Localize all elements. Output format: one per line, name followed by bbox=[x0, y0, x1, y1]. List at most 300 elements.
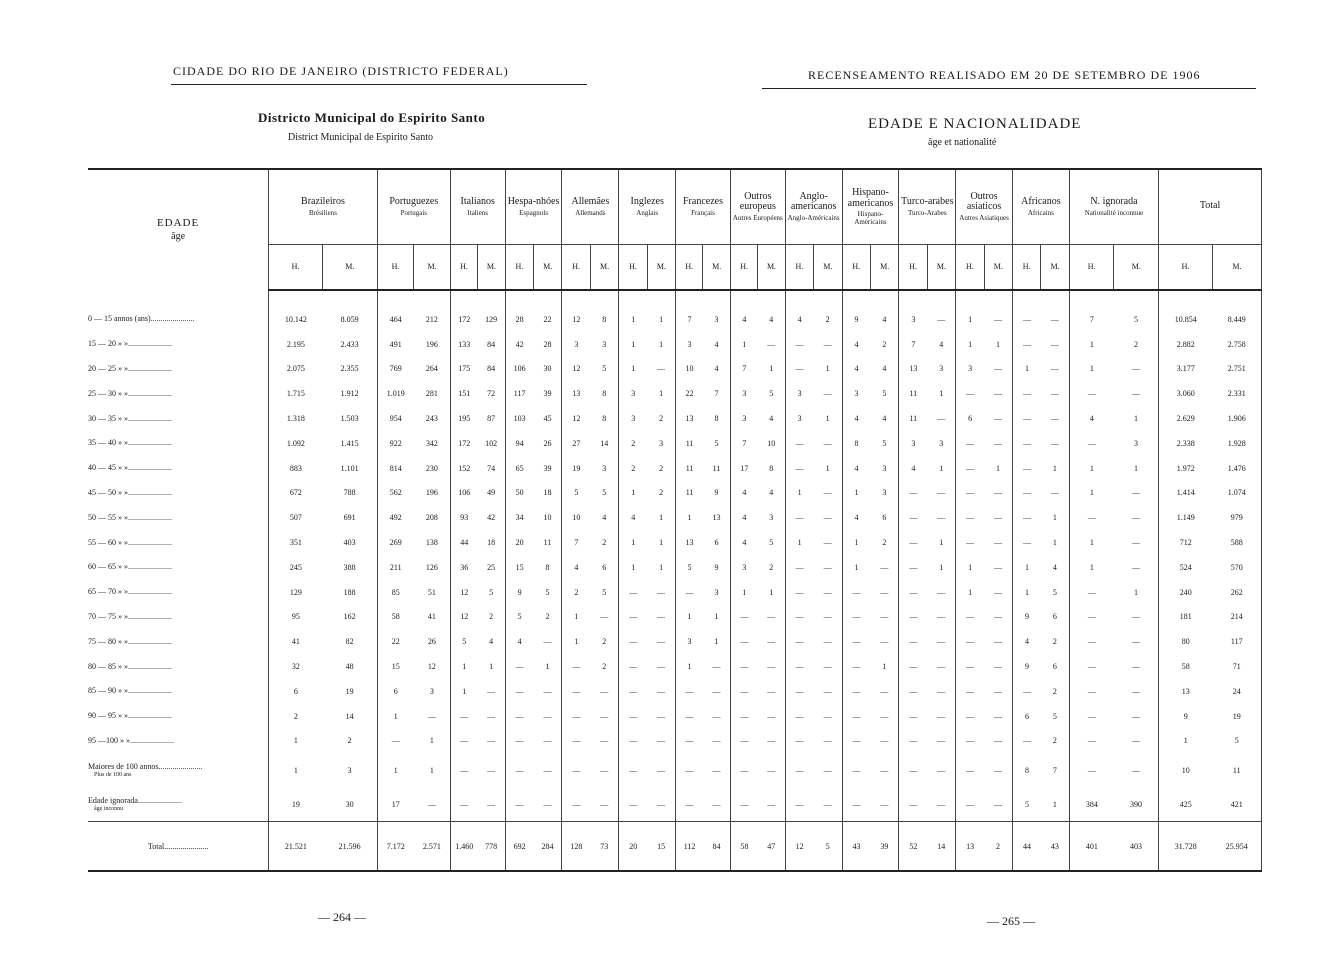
age-group-label bbox=[88, 753, 269, 787]
age-group-fr: âge inconnu bbox=[94, 806, 124, 813]
table-cell: 1 bbox=[647, 307, 675, 332]
age-group-label bbox=[88, 332, 269, 357]
table-cell: — bbox=[460, 736, 469, 746]
table-cell: — bbox=[814, 530, 842, 555]
table-cell: 769 bbox=[389, 364, 402, 374]
table-cell: 1 bbox=[797, 488, 802, 498]
table-cell: 2 bbox=[870, 332, 898, 357]
table-cell: 15 bbox=[647, 822, 675, 872]
table-cell: 12 bbox=[785, 822, 813, 872]
table-cell: 2.355 bbox=[322, 357, 377, 382]
table-cell: 5 bbox=[687, 562, 692, 572]
table-row bbox=[88, 704, 1262, 729]
table-cell: 1 bbox=[462, 686, 467, 696]
table-cell: — bbox=[758, 704, 785, 729]
table-cell: 8 bbox=[1024, 765, 1029, 775]
age-group-label bbox=[88, 381, 269, 406]
men-column-header: H. bbox=[956, 245, 984, 291]
table-cell: — bbox=[795, 736, 804, 746]
table-cell: — bbox=[590, 729, 618, 754]
table-cell: 196 bbox=[414, 332, 451, 357]
women-column-header: M. bbox=[534, 245, 562, 291]
men-column-header: H. bbox=[269, 245, 323, 291]
table-cell: — bbox=[740, 765, 749, 775]
table-cell: 3 bbox=[911, 438, 916, 448]
table-cell: 1 bbox=[393, 711, 398, 721]
table-cell: 1.715 bbox=[286, 389, 305, 399]
men-column-header: H. bbox=[785, 245, 813, 291]
age-group-text: Total bbox=[147, 841, 165, 851]
table-cell: — bbox=[984, 679, 1012, 704]
table-cell: — bbox=[1114, 481, 1159, 506]
age-group-text: 80 — 85 » » bbox=[88, 661, 128, 671]
table-cell: 13 bbox=[572, 389, 581, 399]
nationality-name: Africanos bbox=[1021, 196, 1061, 208]
table-cell: — bbox=[1087, 513, 1096, 523]
table-cell: — bbox=[1041, 357, 1069, 382]
table-cell: 264 bbox=[414, 357, 451, 382]
table-cell: — bbox=[1114, 555, 1159, 580]
table-cell: 1.074 bbox=[1212, 481, 1261, 506]
table-cell: — bbox=[927, 481, 955, 506]
table-cell: — bbox=[814, 753, 842, 787]
men-column-header: H. bbox=[1069, 245, 1114, 291]
table-cell: 22 bbox=[534, 307, 562, 332]
leader-dots: ...................... bbox=[130, 735, 174, 745]
table-cell: 1.912 bbox=[322, 381, 377, 406]
table-cell: 4 bbox=[703, 332, 730, 357]
table-cell: 13 bbox=[685, 538, 694, 548]
table-cell: 1 bbox=[574, 637, 579, 647]
table-cell: 1 bbox=[647, 381, 675, 406]
age-group-text: 60 — 65 » » bbox=[88, 562, 128, 572]
table-cell: 1 bbox=[293, 765, 298, 775]
table-cell: — bbox=[1022, 538, 1031, 548]
table-cell: 8.449 bbox=[1212, 307, 1261, 332]
table-cell: 2 bbox=[1041, 629, 1069, 654]
table-cell: 1 bbox=[758, 357, 785, 382]
table-cell: 403 bbox=[1114, 822, 1159, 872]
table-cell: 4 bbox=[927, 332, 955, 357]
nationality-header bbox=[269, 169, 378, 245]
table-cell: — bbox=[870, 555, 898, 580]
table-cell: 8 bbox=[534, 555, 562, 580]
table-cell: 3 bbox=[742, 389, 747, 399]
age-group-label bbox=[88, 605, 269, 630]
table-row bbox=[88, 332, 1262, 357]
table-cell: 39 bbox=[870, 822, 898, 872]
table-cell: 7 bbox=[742, 438, 747, 448]
table-cell: — bbox=[758, 332, 785, 357]
table-cell: 3 bbox=[797, 414, 802, 424]
table-cell: 1.318 bbox=[286, 414, 305, 424]
table-cell: 4 bbox=[758, 307, 785, 332]
table-cell: — bbox=[703, 753, 730, 787]
table-cell: 12 bbox=[572, 314, 581, 324]
table-cell: — bbox=[966, 438, 975, 448]
table-cell: 2 bbox=[814, 307, 842, 332]
table-cell: 2 bbox=[590, 654, 618, 679]
table-cell: 1 bbox=[968, 314, 973, 324]
table-cell: — bbox=[1087, 736, 1096, 746]
table-cell: — bbox=[1087, 686, 1096, 696]
table-cell: 4 bbox=[574, 562, 579, 572]
men-column-header: H. bbox=[562, 245, 590, 291]
table-cell: 58 bbox=[1181, 662, 1190, 672]
table-cell: 175 bbox=[458, 364, 471, 374]
leader-dots: ...................... bbox=[128, 363, 172, 373]
table-cell: 34 bbox=[515, 513, 524, 523]
age-group-text: 55 — 60 » » bbox=[88, 537, 128, 547]
table-cell: 1 bbox=[854, 538, 859, 548]
table-cell: 1 bbox=[687, 662, 692, 672]
leader-dots: ...................... bbox=[128, 537, 172, 547]
table-cell: 5 bbox=[870, 431, 898, 456]
age-group-label bbox=[88, 456, 269, 481]
table-cell: — bbox=[414, 787, 451, 822]
leader-dots: ...................... bbox=[128, 339, 172, 349]
table-cell: 814 bbox=[389, 463, 402, 473]
table-cell: — bbox=[1114, 505, 1159, 530]
table-cell: 39 bbox=[534, 456, 562, 481]
nationality-header bbox=[1159, 169, 1262, 245]
table-row bbox=[88, 679, 1262, 704]
table-cell: 39 bbox=[534, 381, 562, 406]
table-cell: — bbox=[590, 704, 618, 729]
table-cell: — bbox=[1041, 431, 1069, 456]
age-header-fr: âge bbox=[171, 230, 186, 242]
table-cell: 4 bbox=[911, 463, 916, 473]
table-cell: — bbox=[758, 629, 785, 654]
table-cell: 1 bbox=[968, 587, 973, 597]
table-cell: — bbox=[927, 406, 955, 431]
section-subtitle: âge et nationalité bbox=[928, 137, 997, 148]
table-cell: — bbox=[909, 562, 918, 572]
table-cell: 102 bbox=[478, 431, 505, 456]
table-cell: — bbox=[795, 765, 804, 775]
table-cell: 14 bbox=[927, 822, 955, 872]
table-cell: 1 bbox=[758, 580, 785, 605]
table-cell: 243 bbox=[414, 406, 451, 431]
table-cell: 712 bbox=[1179, 538, 1192, 548]
table-cell: — bbox=[870, 753, 898, 787]
table-cell: 788 bbox=[322, 481, 377, 506]
table-cell: 2.433 bbox=[322, 332, 377, 357]
table-cell: — bbox=[927, 605, 955, 630]
table-cell: — bbox=[758, 753, 785, 787]
table-cell: — bbox=[572, 662, 581, 672]
table-cell: — bbox=[984, 605, 1012, 630]
table-cell: 32 bbox=[291, 662, 300, 672]
table-cell: 4 bbox=[870, 307, 898, 332]
table-cell: — bbox=[1114, 381, 1159, 406]
age-group-text: 25 — 30 » » bbox=[88, 388, 128, 398]
table-cell: 464 bbox=[389, 314, 402, 324]
table-cell: — bbox=[852, 799, 861, 809]
table-cell: 570 bbox=[1212, 555, 1261, 580]
nationality-header bbox=[676, 169, 731, 245]
table-cell: — bbox=[647, 654, 675, 679]
table-cell: — bbox=[1022, 414, 1031, 424]
table-cell: 401 bbox=[1069, 822, 1114, 872]
table-cell: — bbox=[966, 765, 975, 775]
table-cell: 3 bbox=[742, 414, 747, 424]
table-cell: — bbox=[703, 679, 730, 704]
table-cell: 492 bbox=[389, 513, 402, 523]
table-cell: 26 bbox=[534, 431, 562, 456]
table-cell: 26 bbox=[414, 629, 451, 654]
table-cell: — bbox=[852, 736, 861, 746]
table-cell: 4 bbox=[742, 538, 747, 548]
nationality-name: Outros asiaticos bbox=[966, 190, 1002, 213]
table-cell: — bbox=[909, 711, 918, 721]
table-cell: — bbox=[647, 357, 675, 382]
age-group-text: 85 — 90 » » bbox=[88, 686, 128, 696]
table-cell: 1 bbox=[814, 357, 842, 382]
table-cell: — bbox=[685, 736, 694, 746]
table-cell: 21.521 bbox=[269, 822, 323, 872]
table-cell: 133 bbox=[458, 339, 471, 349]
table-cell: — bbox=[984, 787, 1012, 822]
table-cell: 45 bbox=[534, 406, 562, 431]
table-cell: — bbox=[984, 357, 1012, 382]
nationality-name: Hespa-nhóes bbox=[507, 196, 560, 208]
women-column-header: M. bbox=[1041, 245, 1069, 291]
table-cell: 15 bbox=[391, 662, 400, 672]
table-cell: 103 bbox=[513, 414, 526, 424]
table-cell: — bbox=[1114, 753, 1159, 787]
spacer-row bbox=[88, 290, 1262, 307]
table-cell: 44 bbox=[1012, 822, 1040, 872]
table-cell: — bbox=[534, 629, 562, 654]
women-column-header: M. bbox=[758, 245, 785, 291]
age-group-label bbox=[88, 307, 269, 332]
table-cell: 281 bbox=[414, 381, 451, 406]
age-group-text: 75 — 80 » » bbox=[88, 636, 128, 646]
table-cell: 3 bbox=[647, 431, 675, 456]
table-cell: — bbox=[572, 736, 581, 746]
table-cell: — bbox=[814, 654, 842, 679]
table-cell: 3 bbox=[574, 339, 579, 349]
table-cell: — bbox=[852, 587, 861, 597]
table-cell: 129 bbox=[289, 587, 302, 597]
table-cell: 12 bbox=[460, 587, 469, 597]
table-cell: — bbox=[966, 686, 975, 696]
table-cell: 2.571 bbox=[414, 822, 451, 872]
table-cell: 390 bbox=[1114, 787, 1159, 822]
age-group-text: 65 — 70 » » bbox=[88, 587, 128, 597]
table-cell: 5 bbox=[1041, 704, 1069, 729]
women-column-header: M. bbox=[703, 245, 730, 291]
table-cell: — bbox=[1087, 662, 1096, 672]
nationality-header bbox=[842, 169, 899, 245]
table-cell: 44 bbox=[460, 538, 469, 548]
table-cell: 20 bbox=[619, 822, 647, 872]
table-cell: 31.728 bbox=[1159, 822, 1213, 872]
table-cell: 3 bbox=[854, 389, 859, 399]
table-cell: — bbox=[966, 513, 975, 523]
table-cell: 41 bbox=[414, 605, 451, 630]
nationality-name: Brazileiros bbox=[301, 196, 345, 208]
table-cell: — bbox=[478, 729, 505, 754]
table-cell: 5 bbox=[462, 637, 467, 647]
table-cell: 47 bbox=[758, 822, 785, 872]
page-number-right: — 265 — bbox=[987, 914, 1035, 928]
table-cell: 421 bbox=[1212, 787, 1261, 822]
table-cell: 11 bbox=[685, 488, 694, 498]
table-cell: 1 bbox=[393, 765, 398, 775]
table-cell: 3 bbox=[1114, 431, 1159, 456]
table-cell: 1 bbox=[1089, 364, 1094, 374]
table-cell: 11 bbox=[685, 463, 694, 473]
nationality-name-fr: Allemands bbox=[575, 208, 606, 217]
table-cell: 6 bbox=[870, 505, 898, 530]
table-cell: 4 bbox=[758, 406, 785, 431]
table-cell: 4 bbox=[742, 314, 747, 324]
table-cell: 6 bbox=[293, 686, 298, 696]
table-cell: 17 bbox=[740, 463, 749, 473]
table-cell: 2 bbox=[1041, 679, 1069, 704]
women-column-header: M. bbox=[647, 245, 675, 291]
table-cell: 3 bbox=[911, 314, 916, 324]
table-cell: 8.059 bbox=[322, 307, 377, 332]
table-cell: 5 bbox=[590, 481, 618, 506]
table-cell: 388 bbox=[322, 555, 377, 580]
table-cell: 7 bbox=[687, 314, 692, 324]
table-row bbox=[88, 629, 1262, 654]
nationality-header bbox=[1069, 169, 1158, 245]
table-cell: — bbox=[1022, 736, 1031, 746]
leader-dots: ...................... bbox=[164, 841, 209, 851]
table-cell: 240 bbox=[1179, 587, 1192, 597]
nationality-name-fr: Autres Européens bbox=[732, 213, 783, 222]
age-group-label bbox=[88, 654, 269, 679]
table-cell: — bbox=[870, 679, 898, 704]
table-cell: — bbox=[966, 799, 975, 809]
table-cell: 1 bbox=[647, 505, 675, 530]
table-cell: 3 bbox=[631, 414, 636, 424]
table-cell: — bbox=[460, 799, 469, 809]
table-cell: — bbox=[629, 799, 638, 809]
table-cell: — bbox=[1087, 765, 1096, 775]
table-cell: 106 bbox=[458, 488, 471, 498]
table-cell: 22 bbox=[391, 637, 400, 647]
table-cell: 15 bbox=[515, 562, 524, 572]
table-cell: — bbox=[909, 637, 918, 647]
table-cell: — bbox=[703, 704, 730, 729]
table-cell: 7 bbox=[574, 538, 579, 548]
table-cell: 50 bbox=[515, 488, 524, 498]
table-row bbox=[88, 381, 1262, 406]
table-cell: — bbox=[984, 307, 1012, 332]
age-group-text: 35 — 40 » » bbox=[88, 438, 128, 448]
leader-dots: ...................... bbox=[128, 438, 172, 448]
table-cell: 7.172 bbox=[377, 822, 414, 872]
table-cell: — bbox=[740, 662, 749, 672]
table-cell: — bbox=[685, 686, 694, 696]
table-cell: — bbox=[909, 799, 918, 809]
leader-dots: ...................... bbox=[128, 512, 172, 522]
table-cell: — bbox=[984, 381, 1012, 406]
table-cell: 10 bbox=[1181, 765, 1190, 775]
table-cell: 6 bbox=[590, 555, 618, 580]
table-cell: 3 bbox=[927, 431, 955, 456]
age-group-label bbox=[88, 679, 269, 704]
table-cell: — bbox=[870, 729, 898, 754]
table-cell: 4 bbox=[631, 513, 636, 523]
women-column-header: M. bbox=[814, 245, 842, 291]
table-cell: 2 bbox=[870, 530, 898, 555]
table-cell: 1 bbox=[927, 456, 955, 481]
table-cell: — bbox=[795, 438, 804, 448]
table-cell: 230 bbox=[414, 456, 451, 481]
table-cell: 11 bbox=[685, 438, 694, 448]
table-cell: 3.060 bbox=[1176, 389, 1195, 399]
table-cell: 10.142 bbox=[284, 314, 307, 324]
table-cell: — bbox=[984, 530, 1012, 555]
table-cell: — bbox=[647, 704, 675, 729]
women-column-header: M. bbox=[478, 245, 505, 291]
table-cell: 6 bbox=[703, 530, 730, 555]
table-cell: 1 bbox=[927, 381, 955, 406]
table-cell: — bbox=[1022, 339, 1031, 349]
table-cell: — bbox=[685, 587, 694, 597]
table-cell: 58 bbox=[730, 822, 757, 872]
table-cell: 3 bbox=[703, 307, 730, 332]
table-cell: 82 bbox=[322, 629, 377, 654]
table-cell: — bbox=[795, 513, 804, 523]
table-cell: 21.596 bbox=[322, 822, 377, 872]
table-cell: 491 bbox=[389, 339, 402, 349]
table-cell: 13 bbox=[956, 822, 984, 872]
women-column-header: M. bbox=[927, 245, 955, 291]
table-cell: — bbox=[795, 562, 804, 572]
women-column-header: M. bbox=[414, 245, 451, 291]
table-cell: — bbox=[927, 580, 955, 605]
table-cell: 162 bbox=[322, 605, 377, 630]
table-cell: 1 bbox=[1041, 456, 1069, 481]
table-cell: — bbox=[814, 605, 842, 630]
table-cell: — bbox=[1022, 314, 1031, 324]
table-cell: 1 bbox=[1089, 538, 1094, 548]
table-cell: — bbox=[927, 704, 955, 729]
age-group-label bbox=[88, 555, 269, 580]
table-cell: — bbox=[814, 787, 842, 822]
table-cell: — bbox=[795, 637, 804, 647]
table-cell: — bbox=[870, 787, 898, 822]
table-cell: — bbox=[795, 799, 804, 809]
table-cell: 28 bbox=[515, 314, 524, 324]
table-cell: 1 bbox=[1089, 488, 1094, 498]
table-cell: 1 bbox=[1114, 406, 1159, 431]
table-cell: 269 bbox=[389, 538, 402, 548]
table-cell: 1.414 bbox=[1176, 488, 1195, 498]
table-cell: 5 bbox=[517, 612, 522, 622]
leader-dots: ...................... bbox=[128, 413, 172, 423]
table-cell: — bbox=[515, 686, 524, 696]
table-cell: 196 bbox=[414, 481, 451, 506]
age-group-text: 45 — 50 » » bbox=[88, 487, 128, 497]
table-cell: 10 bbox=[685, 364, 694, 374]
table-cell: — bbox=[795, 686, 804, 696]
table-cell: — bbox=[572, 765, 581, 775]
table-cell: 3 bbox=[870, 456, 898, 481]
nationality-name-fr: Turco-Arabes bbox=[907, 208, 947, 217]
women-column-header: M. bbox=[870, 245, 898, 291]
men-column-header: H. bbox=[619, 245, 647, 291]
table-cell: — bbox=[740, 799, 749, 809]
table-cell: 12 bbox=[572, 414, 581, 424]
